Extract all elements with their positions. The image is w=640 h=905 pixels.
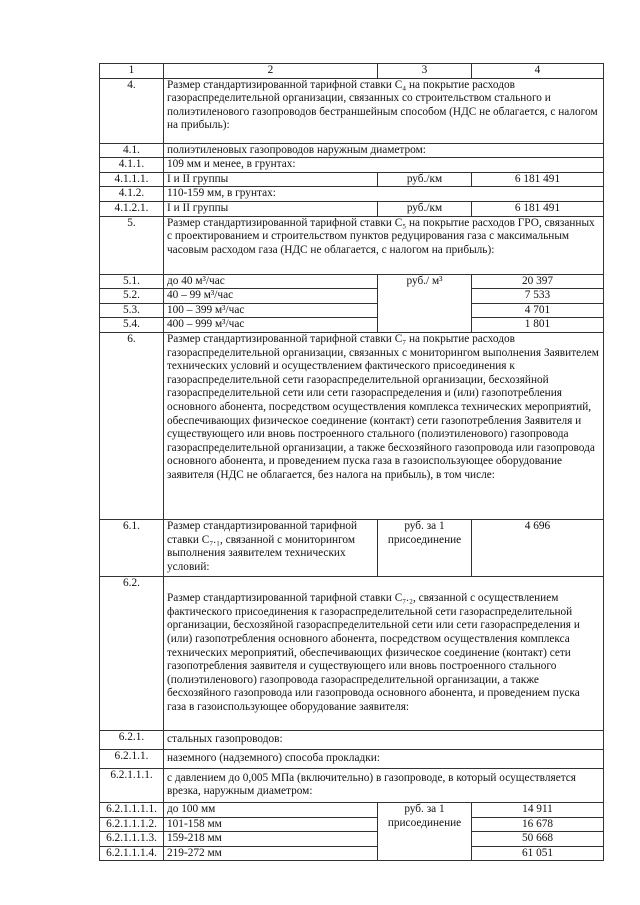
item-description: I и II группы <box>164 172 378 187</box>
item-description: 110-159 мм, в грунтах: <box>164 187 604 202</box>
table-row <box>100 216 604 274</box>
item-number: 4. <box>100 78 164 143</box>
unit-cell: руб. за 1 присоединение <box>378 802 472 860</box>
item-number: 4.1.1. <box>100 158 164 173</box>
item-description: с давлением до 0,005 МПа (включительно) в газопроводе, в который осуществляется врезка, наружным диаметром: <box>164 768 604 802</box>
table-row <box>100 749 604 768</box>
item-description: 109 мм и менее, в грунтах: <box>164 158 604 173</box>
table-row <box>100 303 604 318</box>
table-row <box>100 143 604 158</box>
table-row <box>100 846 604 861</box>
table-row <box>100 332 604 519</box>
item-description: 101-158 мм <box>164 817 378 832</box>
table-row <box>100 318 604 333</box>
item-number: 4.1. <box>100 143 164 158</box>
value-cell: 6 181 491 <box>472 172 604 187</box>
item-description: Размер стандартизированной тарифной ставки С₇.₂, связанной с осуществлением фактического присоединения к газораспределительной сети газораспределительной организации, бесхозяйной газораспределительной сети или сети газораспределения и (или) газопотребления основного абонента, посредством осуществления комплекса технических мероприятий, обеспечивающих физическое соединение (контакт) сети газопотребления заявителя и существующего или вновь построенного стального (полиэтиленового) газопровода газораспределительной организации, а также бесхозяйного газопровода или газопровода основного абонента, и проведением пуска газа в газоиспользующее оборудование заявителя: <box>164 576 604 730</box>
item-number: 6.2.1.1. <box>100 749 164 768</box>
item-number: 5.3. <box>100 303 164 318</box>
table-row <box>100 187 604 202</box>
column-header: 3 <box>378 64 472 79</box>
value-cell: 14 911 <box>472 802 604 817</box>
value-cell: 4 696 <box>472 519 604 576</box>
table-row <box>100 768 604 802</box>
item-description: полиэтиленовых газопроводов наружным диаметром: <box>164 143 604 158</box>
table-row <box>100 78 604 143</box>
item-description: 219-272 мм <box>164 846 378 861</box>
value-cell: 61 051 <box>472 846 604 861</box>
item-description: до 100 мм <box>164 802 378 817</box>
value-cell: 6 181 491 <box>472 201 604 216</box>
item-number: 6.2.1.1.1.4. <box>100 846 164 861</box>
table-row <box>100 201 604 216</box>
item-number: 6.2.1.1.1. <box>100 768 164 802</box>
table-row <box>100 730 604 749</box>
item-description: 100 – 399 м³/час <box>164 303 378 318</box>
item-number: 5.4. <box>100 318 164 333</box>
unit-cell: руб. за 1 присоединение <box>378 519 472 576</box>
value-cell: 50 668 <box>472 832 604 847</box>
item-description: наземного (надземного) способа прокладки: <box>164 749 604 768</box>
item-number: 4.1.2.1. <box>100 201 164 216</box>
item-number: 6. <box>100 332 164 519</box>
value-cell: 1 801 <box>472 318 604 333</box>
item-description: до 40 м³/час <box>164 274 378 289</box>
item-description: Размер стандартизированной тарифной ставки С₇.₁, связанной с мониторингом выполнения заявителем технических условий: <box>164 519 378 576</box>
value-cell: 16 678 <box>472 817 604 832</box>
item-number: 6.2.1. <box>100 730 164 749</box>
item-number: 6.2.1.1.1.3. <box>100 832 164 847</box>
value-cell: 20 397 <box>472 274 604 289</box>
table-row <box>100 158 604 173</box>
item-description: 400 – 999 м³/час <box>164 318 378 333</box>
unit-cell: руб./ м³ <box>378 274 472 332</box>
table-row <box>100 274 604 289</box>
item-description: 159-218 мм <box>164 832 378 847</box>
table-row <box>100 832 604 847</box>
item-description: Размер стандартизированной тарифной ставки С₅ на покрытие расходов ГРО, связанных с проектированием и строительством пунктов редуцирования газа с максимальным часовым расходом газа (НДС не облагается, с налогом на прибыль): <box>164 216 604 274</box>
table-row <box>100 172 604 187</box>
table-row <box>100 817 604 832</box>
column-header: 4 <box>472 64 604 79</box>
item-number: 4.1.2. <box>100 187 164 202</box>
table-row <box>100 519 604 576</box>
item-number: 5.1. <box>100 274 164 289</box>
header-row <box>100 64 604 79</box>
item-description: I и II группы <box>164 201 378 216</box>
item-description: стальных газопроводов: <box>164 730 604 749</box>
value-cell: 4 701 <box>472 303 604 318</box>
tariff-table <box>99 63 604 861</box>
table-row <box>100 289 604 304</box>
item-number: 6.2.1.1.1.1. <box>100 802 164 817</box>
item-number: 6.1. <box>100 519 164 576</box>
item-number: 4.1.1.1. <box>100 172 164 187</box>
column-header: 2 <box>164 64 378 79</box>
table-row <box>100 802 604 817</box>
item-description: Размер стандартизированной тарифной ставки С₇ на покрытие расходов газораспределительной организации, связанных с мониторингом выполнения Заявителем технических условий и осуществлением фактического присоединения к газораспределительной сети газораспределительной организации, бесхозяйной газораспределительной сети или сети газораспределения и (или) газопотребления основного абонента, посредством осуществления комплекса технических мероприятий, обеспечивающих физическое соединение (контакт) сети газопотребления Заявителя и существующего или вновь построенного стального (полиэтиленового) газопровода газораспределительной организации, а также бесхозяйного газопровода или газопровода основного абонента, и проведением пуска газа в газоиспользующее оборудование заявителя (НДС не облагается, без налога на прибыль), в том числе: <box>164 332 604 519</box>
item-description: Размер стандартизированной тарифной ставки С₄ на покрытие расходов газораспределительной организации, связанных со строительством стального и полиэтиленового газопроводов бестраншейным способом (НДС не облагается, с налогом на прибыль): <box>164 78 604 143</box>
item-number: 6.2. <box>100 576 164 730</box>
item-number: 5.2. <box>100 289 164 304</box>
column-header: 1 <box>100 64 164 79</box>
unit-cell: руб./км <box>378 201 472 216</box>
value-cell: 7 533 <box>472 289 604 304</box>
item-description: 40 – 99 м³/час <box>164 289 378 304</box>
item-number: 5. <box>100 216 164 274</box>
item-number: 6.2.1.1.1.2. <box>100 817 164 832</box>
table-row <box>100 576 604 730</box>
unit-cell: руб./км <box>378 172 472 187</box>
